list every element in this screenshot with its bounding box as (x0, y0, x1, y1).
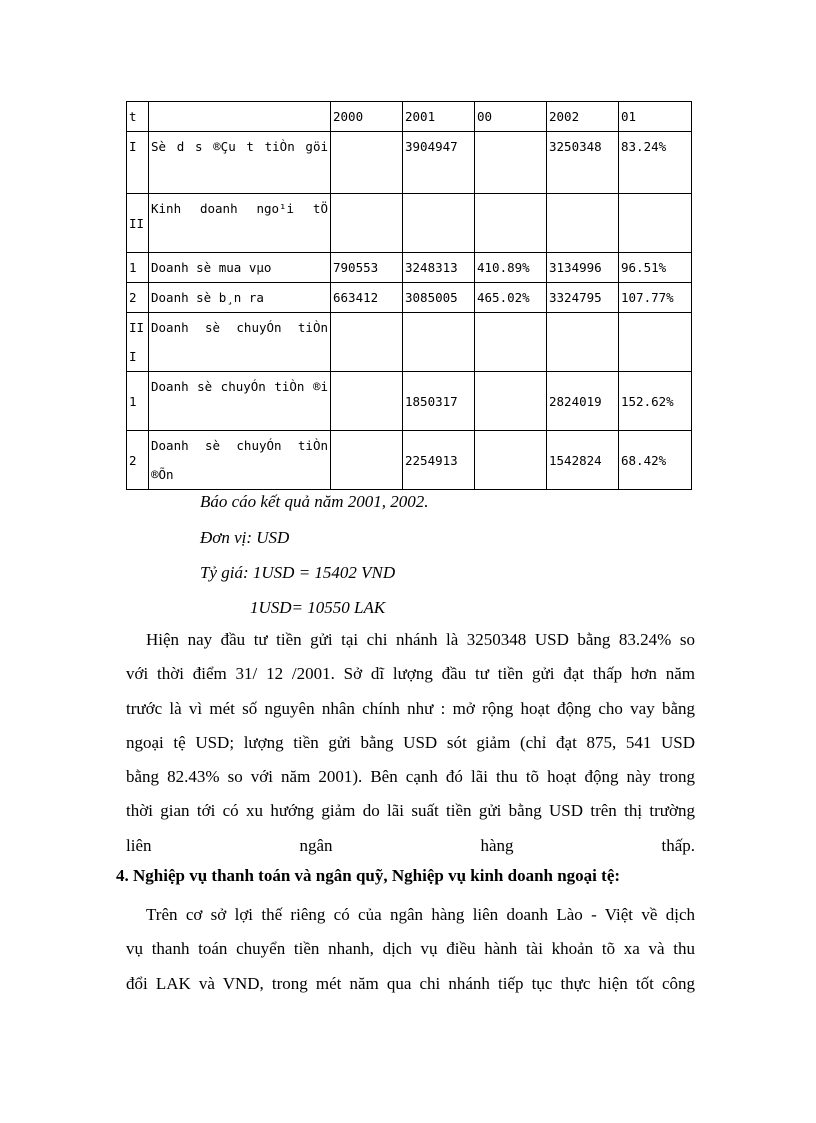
ratio-01: 83.24% (619, 132, 692, 194)
row-label: Doanh sè b¸n ra (149, 283, 331, 313)
row-label: Doanh sè chuyÓn tiÒn (149, 313, 331, 372)
paragraph-line: vụ thanh toán chuyển tiền nhanh, dịch vụ điều hành tài khoản tõ xa và thu (126, 939, 695, 959)
value-2000: 790553 (331, 253, 403, 283)
ratio-00: 410.89% (475, 253, 547, 283)
header-cell: 01 (619, 102, 692, 132)
paragraph-line: với thời điểm 31/ 12 /2001. Sở dĩ lượng đầu tư tiền gửi đạt thấp hơn năm (126, 664, 695, 684)
ratio-00 (475, 372, 547, 431)
header-cell (149, 102, 331, 132)
row-number: 2 (127, 283, 149, 313)
value-2000 (331, 431, 403, 490)
paragraph-line: ngoại tệ USD; lượng tiền gửi bằng USD sót giảm (chỉ đạt 875, 541 USD (126, 732, 695, 752)
table-row (127, 283, 692, 313)
unit-caption: Đơn vị: USD (200, 528, 290, 547)
ratio-01: 96.51% (619, 253, 692, 283)
row-label: Doanh sè chuyÓn tiÒn ®Õn (149, 431, 331, 490)
table-row (127, 313, 692, 372)
section-heading: 4. Nghiệp vụ thanh toán và ngân quỹ, Nghiệp vụ kinh doanh ngoại tệ: (116, 866, 621, 885)
header-cell: 00 (475, 102, 547, 132)
paragraph-line: trước là vì mét số nguyên nhân chính như : mở rộng hoạt động cho vay bằng (126, 698, 695, 718)
header-cell: 2002 (547, 102, 619, 132)
paragraph-line: Hiện nay đầu tư tiền gửi tại chi nhánh là 3250348 USD bằng 83.24% so (146, 630, 695, 649)
row-number: II (127, 194, 149, 253)
value-2001: 2254913 (403, 431, 475, 490)
ratio-00 (475, 194, 547, 253)
value-2002 (547, 313, 619, 372)
body-paragraph (126, 623, 695, 863)
table-row (127, 194, 692, 253)
value-2002: 3134996 (547, 253, 619, 283)
paragraph-line: liên ngân hàng thấp. (126, 835, 695, 855)
row-label: Doanh sè chuyÓn tiÒn ®i (149, 372, 331, 431)
ratio-01: 68.42% (619, 431, 692, 490)
paragraph-line: bằng 82.43% so với năm 2001). Bên cạnh đó lãi thu tõ hoạt động này trong (126, 767, 695, 787)
value-2002: 3250348 (547, 132, 619, 194)
table-row (127, 431, 692, 490)
row-number: III (127, 313, 149, 372)
row-label: Doanh sè mua vµo (149, 253, 331, 283)
table-row (127, 253, 692, 283)
paragraph-line: đổi LAK và VND, trong mét năm qua chi nhánh tiếp tục thực hiện tốt công (126, 973, 695, 993)
ratio-01: 107.77% (619, 283, 692, 313)
ratio-01 (619, 194, 692, 253)
value-2002: 3324795 (547, 283, 619, 313)
table-header-row (127, 102, 692, 132)
value-2001: 3248313 (403, 253, 475, 283)
value-2002 (547, 194, 619, 253)
value-2002: 2824019 (547, 372, 619, 431)
header-cell: 2000 (331, 102, 403, 132)
exchange-rate-lak: 1USD= 10550 LAK (250, 598, 386, 617)
ratio-00 (475, 313, 547, 372)
value-2000 (331, 372, 403, 431)
ratio-00: 465.02% (475, 283, 547, 313)
body-paragraph (126, 898, 695, 1001)
paragraph-line: thời gian tới có xu hướng giảm do lãi suất tiền gửi bằng USD trên thị trường (126, 801, 695, 821)
value-2000: 663412 (331, 283, 403, 313)
ratio-01 (619, 313, 692, 372)
value-2000 (331, 194, 403, 253)
ratio-00 (475, 431, 547, 490)
value-2001 (403, 194, 475, 253)
ratio-01: 152.62% (619, 372, 692, 431)
row-label: Kinh doanh ngo¹i tÖ (149, 194, 331, 253)
value-2000 (331, 132, 403, 194)
row-number: 1 (127, 372, 149, 431)
paragraph-line: Trên cơ sở lợi thế riêng có của ngân hàng liên doanh Lào - Việt về dịch (146, 905, 695, 924)
header-cell: 2001 (403, 102, 475, 132)
table-row (127, 132, 692, 194)
row-number: 1 (127, 253, 149, 283)
header-cell: t (127, 102, 149, 132)
table-source-caption: Báo cáo kết quả năm 2001, 2002. (200, 492, 429, 511)
value-2001 (403, 313, 475, 372)
row-number: I (127, 132, 149, 194)
row-number: 2 (127, 431, 149, 490)
value-2002: 1542824 (547, 431, 619, 490)
table-row (127, 372, 692, 431)
row-label: Sè d s ®Çu t tiÒn göi (149, 132, 331, 194)
value-2001: 3085005 (403, 283, 475, 313)
value-2001: 3904947 (403, 132, 475, 194)
exchange-rate-vnd: Tỷ giá: 1USD = 15402 VND (200, 563, 396, 582)
report-table (126, 101, 692, 490)
value-2001: 1850317 (403, 372, 475, 431)
value-2000 (331, 313, 403, 372)
ratio-00 (475, 132, 547, 194)
